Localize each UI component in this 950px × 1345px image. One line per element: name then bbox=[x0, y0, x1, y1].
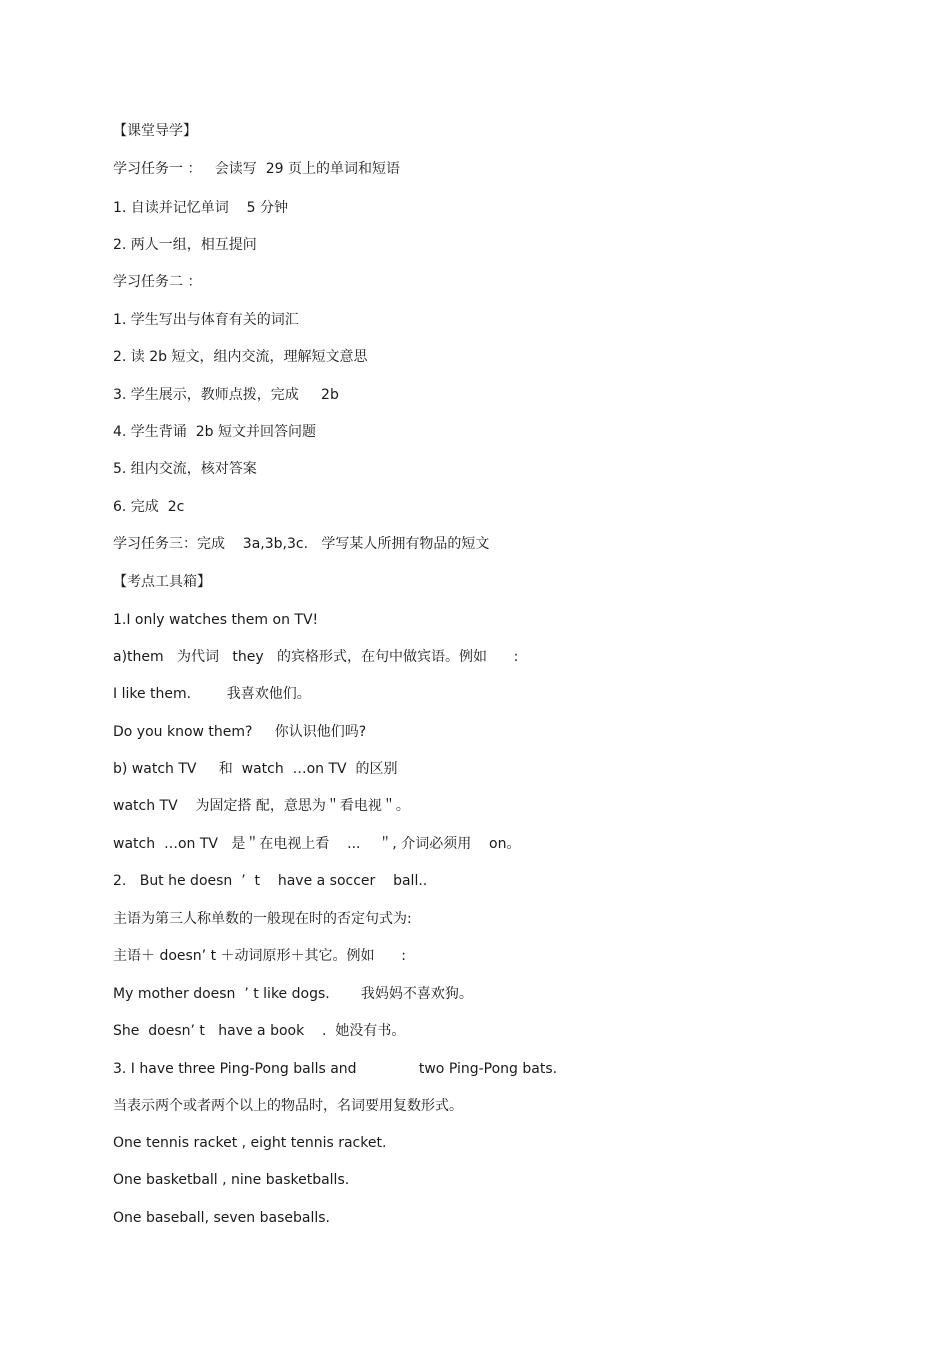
point-3-explanation: 当表示两个或者两个以上的物品时，名词要用复数形式。 bbox=[113, 1098, 463, 1114]
point-3-example-1: One tennis racket , eight tennis racket. bbox=[113, 1135, 387, 1151]
task-two-step-2: 2. 读 2b 短文，组内交流，理解短文意思 bbox=[113, 349, 368, 365]
point-3-example-3: One baseball, seven baseballs. bbox=[113, 1210, 330, 1226]
task-two-step-1: 1. 学生写出与体育有关的词汇 bbox=[113, 312, 299, 328]
section-heading-classroom: 【课堂导学】 bbox=[113, 123, 197, 139]
point-2-example-2: She doesn’ t have a book . 她没有书。 bbox=[113, 1023, 406, 1039]
point-1-sentence: 1.I only watches them on TV! bbox=[113, 612, 319, 628]
point-3-sentence: 3. I have three Ping-Pong balls and two Ping-Pong bats. bbox=[113, 1061, 558, 1077]
task-one-step-2: 2. 两人一组，相互提问 bbox=[113, 237, 257, 253]
task-two-step-5: 5. 组内交流，核对答案 bbox=[113, 461, 257, 477]
point-1b-heading: b) watch TV 和 watch …on TV 的区别 bbox=[113, 761, 398, 777]
point-1a-example-1: I like them. 我喜欢他们。 bbox=[113, 686, 311, 702]
task-two-step-3: 3. 学生展示，教师点拨，完成 2b bbox=[113, 387, 339, 403]
point-1b-note-2: watch …on TV 是＂在电视上看 ... ＂, 介词必须用 on。 bbox=[113, 836, 521, 852]
task-two-heading: 学习任务二 ： bbox=[113, 274, 202, 290]
point-2-example-1: My mother doesn ’ t like dogs. 我妈妈不喜欢狗。 bbox=[113, 986, 473, 1002]
task-one-step-1: 1. 自读并记忆单词 5 分钟 bbox=[113, 200, 288, 216]
point-2-explanation: 主语为第三人称单数的一般现在时的否定句式为: bbox=[113, 911, 412, 927]
task-two-step-6: 6. 完成 2c bbox=[113, 499, 185, 515]
task-one-heading: 学习任务一 ： 会读写 29 页上的单词和短语 bbox=[113, 161, 400, 177]
point-2-sentence: 2. But he doesn ’ t have a soccer ball.. bbox=[113, 873, 428, 889]
point-1b-note-1: watch TV 为固定搭 配，意思为＂看电视＂。 bbox=[113, 798, 410, 814]
point-3-example-2: One basketball , nine basketballs. bbox=[113, 1172, 350, 1188]
point-1a-explanation: a)them 为代词 they 的宾格形式，在句中做宾语。例如 : bbox=[113, 649, 519, 665]
task-two-step-4: 4. 学生背诵 2b 短文并回答问题 bbox=[113, 424, 316, 440]
section-heading-toolbox: 【考点工具箱】 bbox=[113, 574, 211, 590]
point-1a-example-2: Do you know them? 你认识他们吗? bbox=[113, 724, 367, 740]
point-2-formula: 主语＋ doesn’ t ＋动词原形＋其它。例如 : bbox=[113, 948, 406, 964]
task-three-heading: 学习任务三：完成 3a,3b,3c. 学写某人所拥有物品的短文 bbox=[113, 536, 490, 552]
